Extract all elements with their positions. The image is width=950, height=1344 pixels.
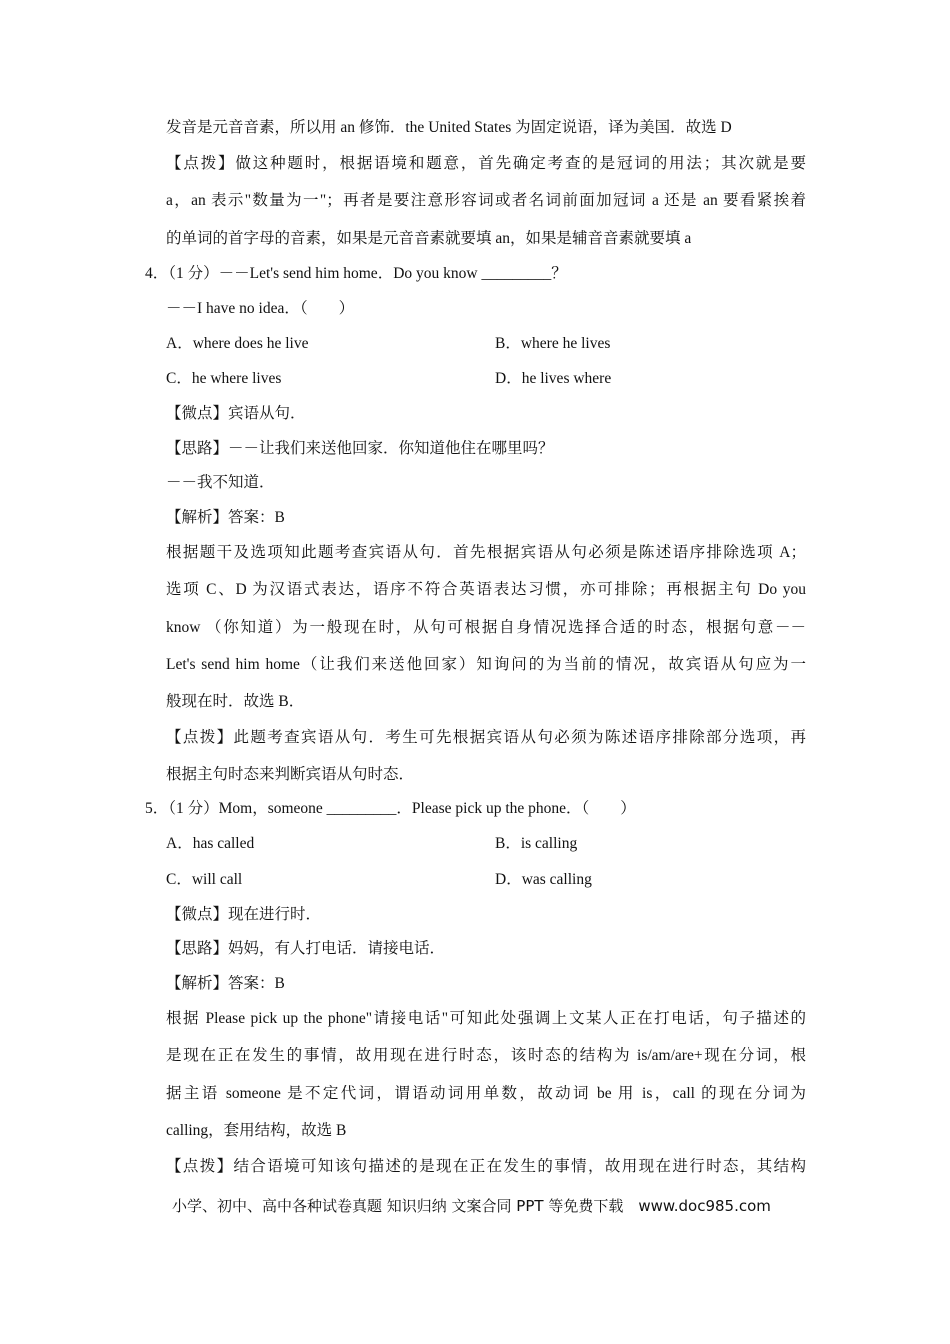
q4-option-a: A．where does he live [166, 335, 309, 352]
q4-option-c: C．he where lives [166, 370, 282, 387]
q4-stem: 4．（1 分）－－Let's send him home．Do you know _________？ [145, 265, 567, 282]
page-footer: 小学、初中、高中各种试卷真题 知识归纳 文案合同 PPT 等免费下载 www.doc985.com [172, 1197, 771, 1215]
q5-idea: 【思路】妈妈，有人打电话．请接电话． [166, 940, 446, 957]
q4-analysis-line-2: 选项 C、D 为汉语式表达，语序不符合英语表达习惯，亦可排除；再根据主句 Do you [166, 581, 806, 598]
q5-option-a: A．has called [166, 835, 255, 852]
q5-stem: 5．（1 分）Mom，someone _________．Please pick up the phone．（ ） [145, 800, 636, 817]
q5-answer: 【解析】答案：B [166, 975, 285, 992]
q3-analysis-line: 发音是元音音素，所以用 an 修饰．the United States 为固定说语，译为美国．故选 D [166, 119, 732, 136]
q5-tip-line-1: 【点拨】结合语境可知该句描述的是现在正在发生的事情，故用现在进行时态，其结构 [166, 1158, 806, 1175]
q4-option-b: B．where he lives [495, 335, 611, 352]
q5-option-c: C．will call [166, 871, 243, 888]
q5-option-d: D．was calling [495, 871, 592, 888]
q4-analysis-line-1: 根据题干及选项知此题考查宾语从句．首先根据宾语从句必须是陈述语序排除选项 A； [166, 544, 806, 561]
q5-analysis-line-2: 是现在正在发生的事情，故用现在进行时态，该时态的结构为 is/am/are+现在分词，根 [166, 1047, 806, 1064]
q4-analysis-line-3: know （你知道）为一般现在时，从句可根据自身情况选择合适的时态，根据句意－－ [166, 619, 806, 636]
q5-point: 【微点】现在进行时． [166, 906, 322, 923]
q4-stem-line-2: －－I have no idea．（ ） [166, 300, 355, 317]
q4-point: 【微点】宾语从句． [166, 405, 306, 422]
q3-tip-line-2: a，an 表示"数量为一"；再者是要注意形容词或者名词前面加冠词 a 还是 an 要看紧挨着 [166, 192, 806, 209]
q4-option-d: D．he lives where [495, 370, 612, 387]
q4-tip-line-1: 【点拨】此题考查宾语从句．考生可先根据宾语从句必须为陈述语序排除部分选项，再 [166, 729, 806, 746]
q4-idea-line-1: 【思路】－－让我们来送他回家．你知道他住在哪里吗？ [166, 440, 554, 457]
q4-analysis-line-4: Let's send him home（让我们来送他回家）知询问的为当前的情况，故宾语从句应为一 [166, 656, 806, 673]
q4-analysis-line-5: 般现在时．故选 B． [166, 693, 305, 710]
q5-analysis-line-4: calling，套用结构，故选 B [166, 1122, 347, 1139]
q4-tip-line-2: 根据主句时态来判断宾语从句时态． [166, 766, 415, 783]
q5-analysis-line-1: 根据 Please pick up the phone"请接电话"可知此处强调上文某人正在打电话，句子描述的 [166, 1010, 806, 1027]
q3-tip-line-3: 的单词的首字母的音素，如果是元音音素就要填 an，如果是辅音音素就要填 a [166, 230, 692, 247]
q5-option-b: B．is calling [495, 835, 578, 852]
q4-idea-line-2: －－我不知道． [166, 474, 275, 491]
q5-analysis-line-3: 据主语 someone 是不定代词，谓语动词用单数，故动词 be 用 is，call 的现在分词为 [166, 1085, 806, 1102]
q3-tip-line-1: 【点拨】做这种题时，根据语境和题意，首先确定考查的是冠词的用法；其次就是要 [166, 155, 806, 172]
q4-answer: 【解析】答案：B [166, 509, 285, 526]
